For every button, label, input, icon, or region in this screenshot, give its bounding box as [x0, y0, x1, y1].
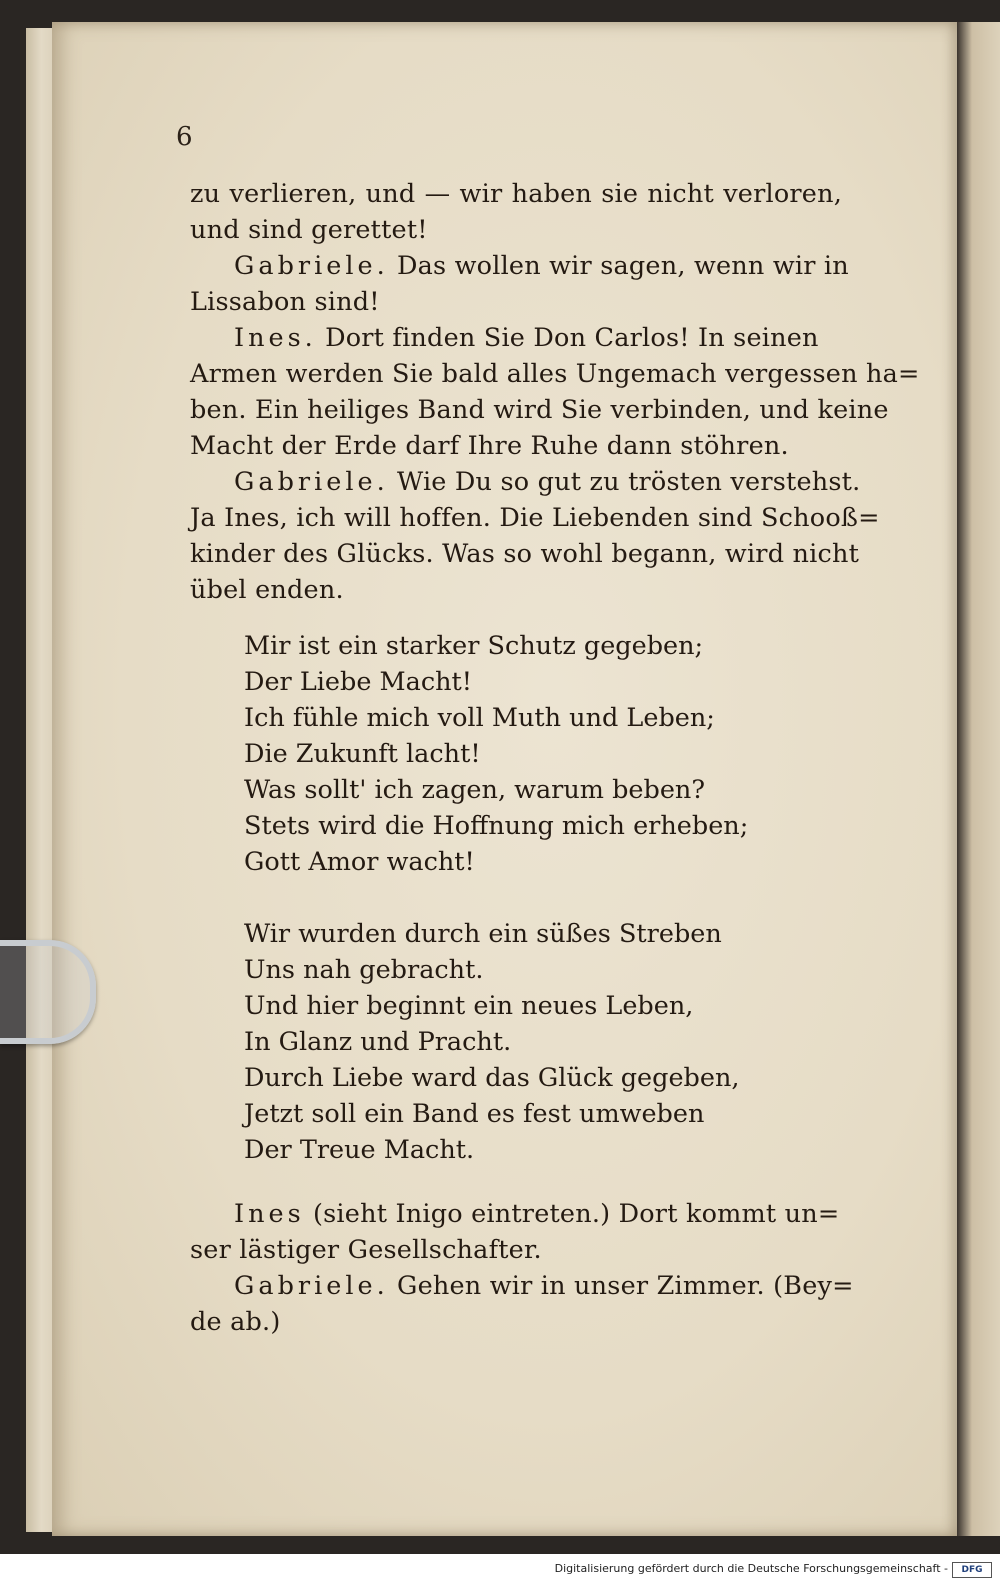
- text-line: und sind gerettet!: [190, 215, 428, 245]
- verse-line: Stets wird die Hoffnung mich erheben;: [244, 811, 749, 841]
- page-number: 6: [176, 122, 193, 152]
- text-line: ben. Ein heiliges Band wird Sie verbinden, und keine: [190, 395, 889, 425]
- verse-line: Durch Liebe ward das Glück gegeben,: [244, 1063, 740, 1093]
- verse-line: Wir wurden durch ein süßes Streben: [244, 919, 722, 949]
- verse-line: Jetzt soll ein Band es fest umweben: [244, 1099, 705, 1129]
- verse-stanza-1: [244, 628, 844, 880]
- text-line: Gabriele. Gehen wir in unser Zimmer. (Bey=: [234, 1271, 854, 1301]
- speaker-name: Gabriele.: [234, 467, 389, 497]
- footer-credit: Digitalisierung gefördert durch die Deutsche Forschungsgemeinschaft -: [554, 1562, 948, 1575]
- text-line: Ines. Dort finden Sie Don Carlos! In seinen: [234, 323, 819, 353]
- text-line: übel enden.: [190, 575, 344, 605]
- speaker-name: Ines: [234, 1199, 305, 1229]
- text-line: Lissabon sind!: [190, 287, 380, 317]
- dfg-logo: DFG: [952, 1562, 992, 1578]
- speaker-name: Ines.: [234, 323, 317, 353]
- text-line: Ines (sieht Inigo eintreten.) Dort kommt un=: [234, 1199, 840, 1229]
- verse-line: Die Zukunft lacht!: [244, 739, 481, 769]
- text-line: Armen werden Sie bald alles Ungemach vergessen ha=: [190, 359, 920, 389]
- prose-block-2: [190, 248, 920, 608]
- text-line: Ja Ines, ich will hoffen. Die Liebenden sind Schooß=: [190, 503, 880, 533]
- next-page-edge: [957, 22, 1000, 1536]
- text-line: Macht der Erde darf Ihre Ruhe dann stöhren.: [190, 431, 789, 461]
- paper-clip: [0, 940, 96, 1044]
- text-line: de ab.): [190, 1307, 281, 1337]
- verse-line: Uns nah gebracht.: [244, 955, 484, 985]
- prose-block-1: [190, 176, 842, 248]
- text-line: zu verlieren, und — wir haben sie nicht verloren,: [190, 179, 842, 209]
- text-line: Gabriele. Wie Du so gut zu trösten verstehst.: [234, 467, 861, 497]
- verse-line: Der Treue Macht.: [244, 1135, 475, 1165]
- verse-line: Was sollt' ich zagen, warum beben?: [244, 775, 706, 805]
- prose-block-3: [190, 1196, 854, 1340]
- text-line: ser lästiger Gesellschafter.: [190, 1235, 542, 1265]
- verse-stanza-2: [244, 916, 844, 1168]
- text-line: Gabriele. Das wollen wir sagen, wenn wir in: [234, 251, 849, 281]
- verse-line: Ich fühle mich voll Muth und Leben;: [244, 703, 715, 733]
- footer-bar: [0, 1554, 1000, 1590]
- text-line: kinder des Glücks. Was so wohl begann, wird nicht: [190, 539, 860, 569]
- verse-line: Gott Amor wacht!: [244, 847, 475, 877]
- speaker-name: Gabriele.: [234, 251, 389, 281]
- verse-line: In Glanz und Pracht.: [244, 1027, 512, 1057]
- verse-line: Der Liebe Macht!: [244, 667, 473, 697]
- verse-line: Mir ist ein starker Schutz gegeben;: [244, 631, 704, 661]
- speaker-name: Gabriele.: [234, 1271, 389, 1301]
- verse-line: Und hier beginnt ein neues Leben,: [244, 991, 694, 1021]
